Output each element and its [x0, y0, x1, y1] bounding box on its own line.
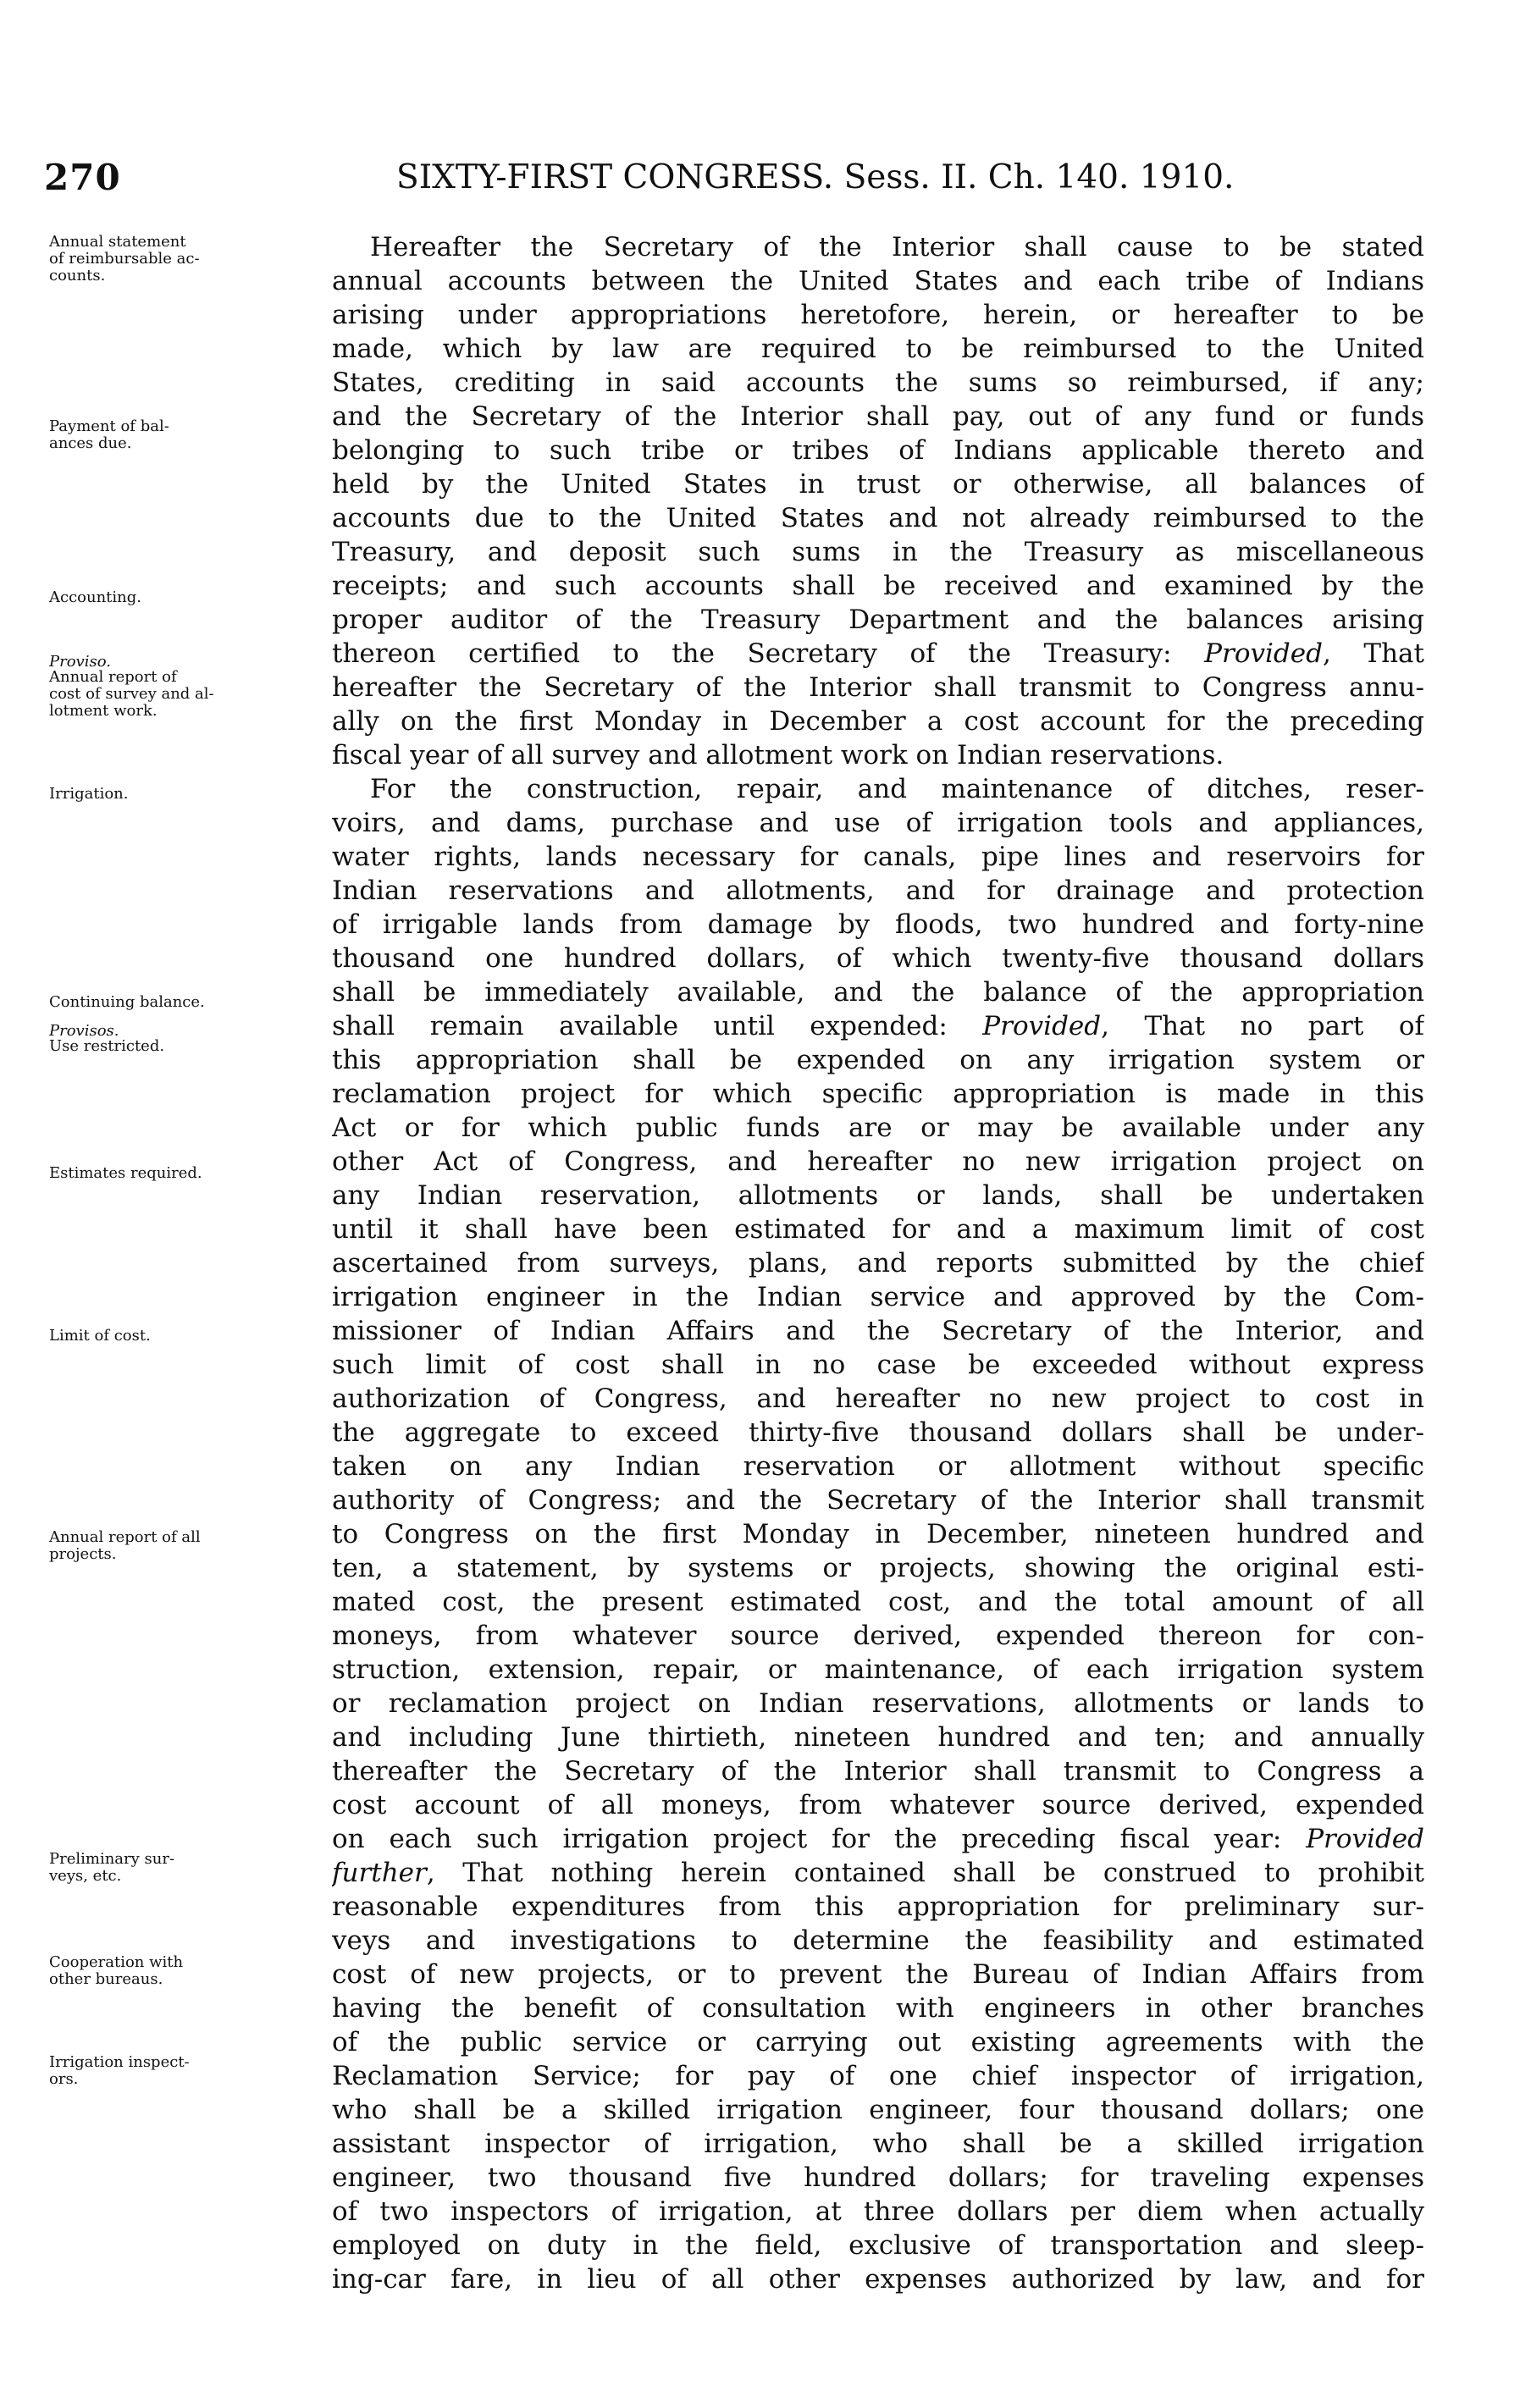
body-line: thereon certified to the Secretary of the Treasury: Provided, That [332, 638, 1424, 669]
margin-note-line: Payment of bal- [49, 417, 169, 435]
body-line: any Indian reservation, allotments or lands, shall be undertaken [332, 1180, 1424, 1211]
body-line: annual accounts between the United States and each tribe of Indians [332, 266, 1424, 296]
margin-note-line: Preliminary sur- [49, 1850, 175, 1868]
body-line: accounts due to the United States and not already reimbursed to the [332, 503, 1424, 533]
margin-note-line: Use restricted. [49, 1037, 165, 1055]
body-line: Indian reservations and allotments, and for drainage and protection [332, 875, 1424, 906]
margin-note-continuing-balance [49, 994, 329, 1011]
body-line: Hereafter the Secretary of the Interior shall cause to be stated [370, 232, 1424, 262]
body-line: fiscal year of all survey and allotment work on Indian reservations. [332, 740, 1224, 770]
body-line: struction, extension, repair, or maintenance, of each irrigation system [332, 1654, 1424, 1685]
body-line: authorization of Congress, and hereafter no new project to cost in [332, 1383, 1424, 1414]
body-line: reclamation project for which specific appropriation is made in this [332, 1079, 1424, 1109]
body-line: Reclamation Service; for pay of one chief inspector of irrigation, [332, 2061, 1424, 2091]
body-line: authority of Congress; and the Secretary of the Interior shall transmit [332, 1485, 1424, 1516]
body-line: moneys, from whatever source derived, expended thereon for con- [332, 1621, 1424, 1651]
body-line: the aggregate to exceed thirty-five thousand dollars shall be under- [332, 1417, 1424, 1448]
body-line: employed on duty in the field, exclusive of transportation and sleep- [332, 2230, 1424, 2261]
body-line: ally on the first Monday in December a cost account for the preceding [332, 706, 1424, 737]
margin-note-line: Continuing balance. [49, 993, 205, 1011]
body-line: held by the United States in trust or otherwise, all balances of [332, 469, 1424, 500]
body-line: shall be immediately available, and the balance of the appropriation [332, 977, 1424, 1008]
body-line: Act or for which public funds are or may be available under any [332, 1113, 1424, 1143]
body-line: cost account of all moneys, from whatever source derived, expended [332, 1790, 1424, 1820]
body-line: missioner of Indian Affairs and the Secretary of the Interior, and [332, 1316, 1424, 1346]
body-line: having the benefit of consultation with engineers in other branches [332, 1993, 1424, 2024]
page-number: 270 [44, 157, 121, 198]
margin-note-line: Annual report of all [49, 1528, 201, 1546]
margin-note-line: Provisos. [49, 1022, 119, 1040]
body-line: to Congress on the first Monday in December, nineteen hundred and [332, 1519, 1424, 1549]
margin-note-line: Cooperation with [49, 1953, 184, 1971]
body-line: of two inspectors of irrigation, at three dollars per diem when actually [332, 2196, 1424, 2227]
body-line: For the construction, repair, and maintenance of ditches, reser- [370, 774, 1424, 804]
body-line: engineer, two thousand five hundred dollars; for traveling expenses [332, 2162, 1424, 2193]
margin-note-irrigation [49, 786, 329, 803]
margin-note-annual-statement [49, 234, 329, 284]
margin-note-use-restricted [49, 1038, 329, 1055]
body-line: ten, a statement, by systems or projects, showing the original esti- [332, 1553, 1424, 1583]
margin-note-cooperation [49, 1954, 329, 1988]
body-line: of the public service or carrying out existing agreements with the [332, 2027, 1424, 2057]
body-line: veys and investigations to determine the feasibility and estimated [332, 1925, 1424, 1956]
body-line: States, crediting in said accounts the sums so reimbursed, if any; [332, 367, 1424, 398]
margin-note-irrigation-inspectors [49, 2054, 329, 2088]
body-line: proper auditor of the Treasury Department and the balances arising [332, 605, 1424, 635]
body-line: and the Secretary of the Interior shall pay, out of any fund or funds [332, 401, 1424, 432]
margin-note-line: other bureaus. [49, 1970, 163, 1988]
margin-note-line: Irrigation. [49, 785, 129, 803]
body-line: receipts; and such accounts shall be received and examined by the [332, 571, 1424, 601]
body-line: on each such irrigation project for the preceding fiscal year: Provided [332, 1824, 1424, 1854]
body-line: hereafter the Secretary of the Interior shall transmit to Congress annu- [332, 672, 1424, 703]
body-line: ing-car fare, in lieu of all other expenses authorized by law, and for [332, 2264, 1424, 2295]
margin-note-line: Proviso. [49, 653, 111, 671]
margin-note-line: Irrigation inspect- [49, 2053, 190, 2071]
margin-note-line: of reimbursable ac- [49, 250, 200, 268]
body-line: and including June thirtieth, nineteen hundred and ten; and annually [332, 1722, 1424, 1753]
body-line: until it shall have been estimated for and a maximum limit of cost [332, 1214, 1424, 1245]
margin-note-annual-report-cost [49, 669, 329, 720]
body-line: thereafter the Secretary of the Interior shall transmit to Congress a [332, 1756, 1424, 1787]
margin-note-line: veys, etc. [49, 1867, 122, 1885]
margin-note-line: ances due. [49, 434, 132, 452]
margin-note-accounting [49, 589, 329, 606]
body-line: cost of new projects, or to prevent the Bureau of Indian Affairs from [332, 1959, 1424, 1990]
body-line: taken on any Indian reservation or allotment without specific [332, 1451, 1424, 1482]
marginal-notes [49, 234, 329, 2350]
margin-note-line: Estimates required. [49, 1164, 202, 1182]
body-line: voirs, and dams, purchase and use of irrigation tools and appliances, [332, 808, 1424, 838]
body-line: reasonable expenditures from this appropriation for preliminary sur- [332, 1892, 1424, 1922]
margin-note-line: ors. [49, 2070, 79, 2088]
page-header [44, 157, 1399, 207]
margin-note-line: counts. [49, 267, 106, 284]
margin-note-line: Annual report of [49, 668, 177, 686]
margin-note-annual-report-projects [49, 1529, 329, 1563]
margin-note-line: cost of survey and al- [49, 685, 214, 703]
body-line: such limit of cost shall in no case be exceeded without express [332, 1350, 1424, 1380]
margin-note-line: Annual statement [49, 233, 186, 251]
body-line: water rights, lands necessary for canals, pipe lines and reservoirs for [332, 842, 1424, 872]
running-head: SIXTY-FIRST CONGRESS. Sess. II. Ch. 140. 1910. [396, 158, 1235, 196]
margin-note-line: Accounting. [49, 588, 142, 606]
body-line: or reclamation project on Indian reservations, allotments or lands to [332, 1688, 1424, 1719]
body-line: this appropriation shall be expended on any irrigation system or [332, 1045, 1424, 1075]
body-line: Treasury, and deposit such sums in the Treasury as miscellaneous [332, 537, 1424, 567]
margin-note-line: Limit of cost. [49, 1327, 151, 1345]
body-line: ascertained from surveys, plans, and reports submitted by the chief [332, 1248, 1424, 1279]
body-line: irrigation engineer in the Indian service and approved by the Com- [332, 1282, 1424, 1312]
body-line: made, which by law are required to be reimbursed to the United [332, 334, 1424, 364]
body-line: further, That nothing herein contained shall be construed to prohibit [332, 1858, 1424, 1888]
body-line: shall remain available until expended: Provided, That no part of [332, 1011, 1424, 1041]
margin-note-line: projects. [49, 1545, 117, 1563]
margin-note-limit-of-cost [49, 1328, 329, 1345]
body-line: belonging to such tribe or tribes of Indians applicable thereto and [332, 435, 1424, 466]
body-line: arising under appropriations heretofore, herein, or hereafter to be [332, 300, 1424, 330]
body-line: who shall be a skilled irrigation engineer, four thousand dollars; one [332, 2095, 1424, 2125]
body-line: other Act of Congress, and hereafter no new irrigation project on [332, 1146, 1424, 1177]
margin-note-payment-balances [49, 418, 329, 452]
statute-body [332, 230, 1424, 2330]
margin-note-line: lotment work. [49, 702, 158, 720]
body-line: thousand one hundred dollars, of which twenty-five thousand dollars [332, 943, 1424, 974]
body-line: mated cost, the present estimated cost, and the total amount of all [332, 1587, 1424, 1617]
body-line: of irrigable lands from damage by floods, two hundred and forty-nine [332, 909, 1424, 940]
margin-note-preliminary-surveys [49, 1851, 329, 1885]
margin-note-estimates-required [49, 1165, 329, 1182]
body-line: assistant inspector of irrigation, who shall be a skilled irrigation [332, 2129, 1424, 2159]
